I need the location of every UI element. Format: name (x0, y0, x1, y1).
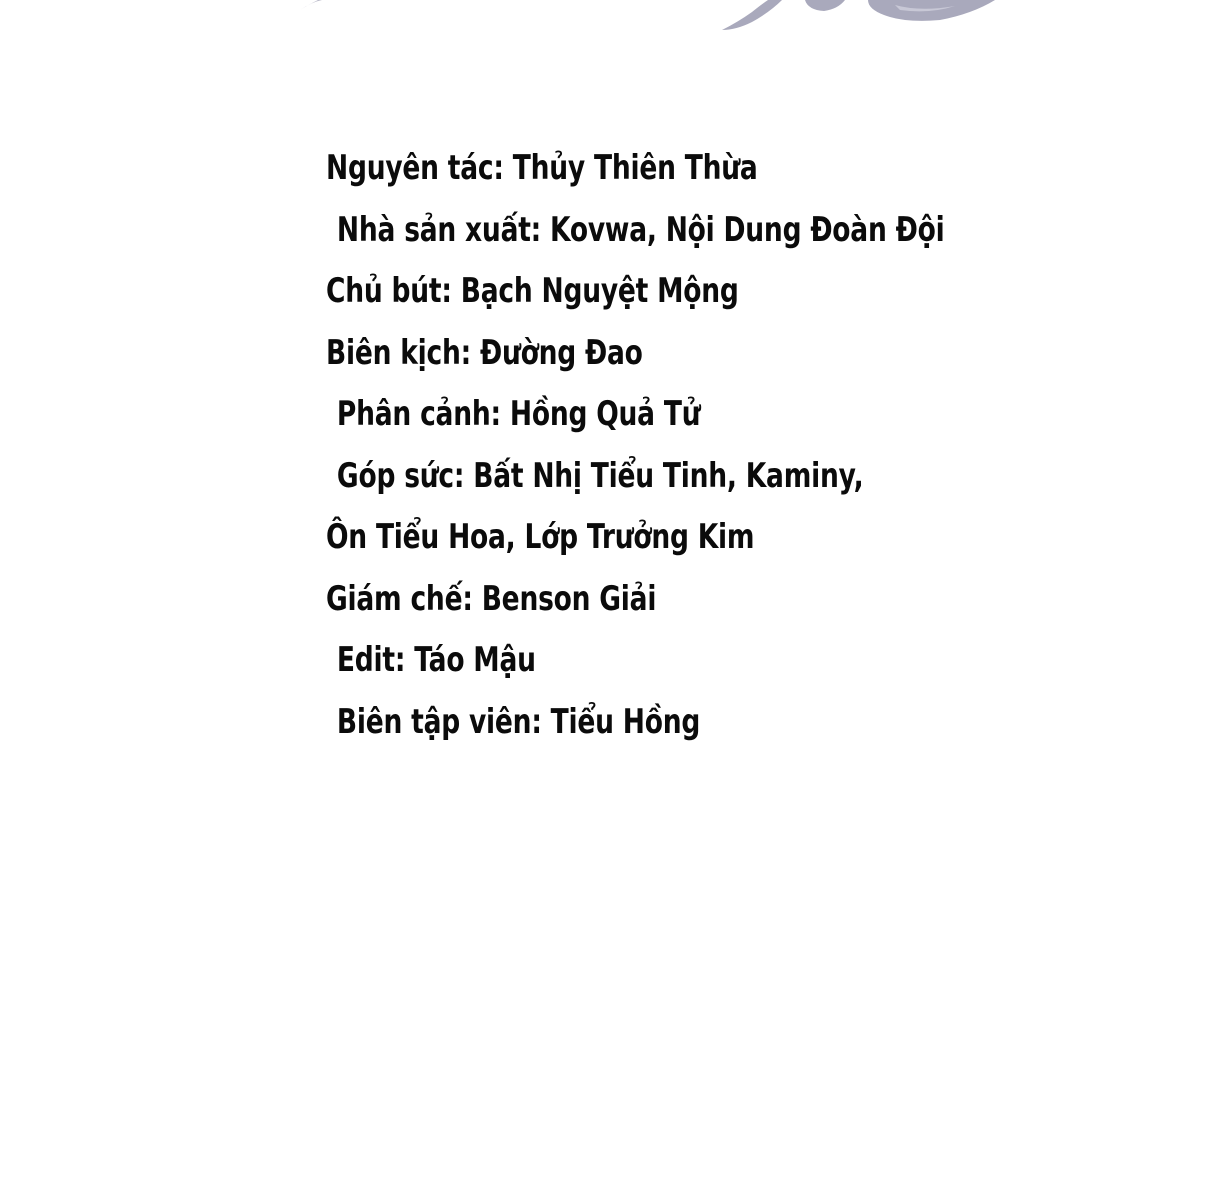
credit-line-supervisor: Giám chế: Benson Giải (326, 578, 657, 619)
credits-list (326, 138, 1126, 753)
credit-line-contributors: Góp sức: Bất Nhị Tiểu Tinh, Kaminy, (336, 455, 864, 496)
brush-stroke-calligraphy-icon (0, 0, 1229, 60)
credit-line-lead-artist: Chủ bút: Bạch Nguyệt Mộng (326, 271, 739, 311)
credit-line-contributors-continued: Ôn Tiểu Hoa, Lớp Trưởng Kim (326, 517, 755, 557)
credit-line-storyboard: Phân cảnh: Hồng Quả Tử (336, 394, 701, 434)
credit-line-edit: Edit: Táo Mậu (336, 640, 536, 680)
credit-line-screenwriter: Biên kịch: Đường Đao (326, 332, 643, 373)
credit-line-original-author: Nguyên tác: Thủy Thiên Thừa (326, 148, 758, 188)
credit-line-editor: Biên tập viên: Tiểu Hồng (336, 701, 701, 742)
credit-line-producer: Nhà sản xuất: Kovwa, Nội Dung Đoàn Đội (336, 209, 945, 250)
